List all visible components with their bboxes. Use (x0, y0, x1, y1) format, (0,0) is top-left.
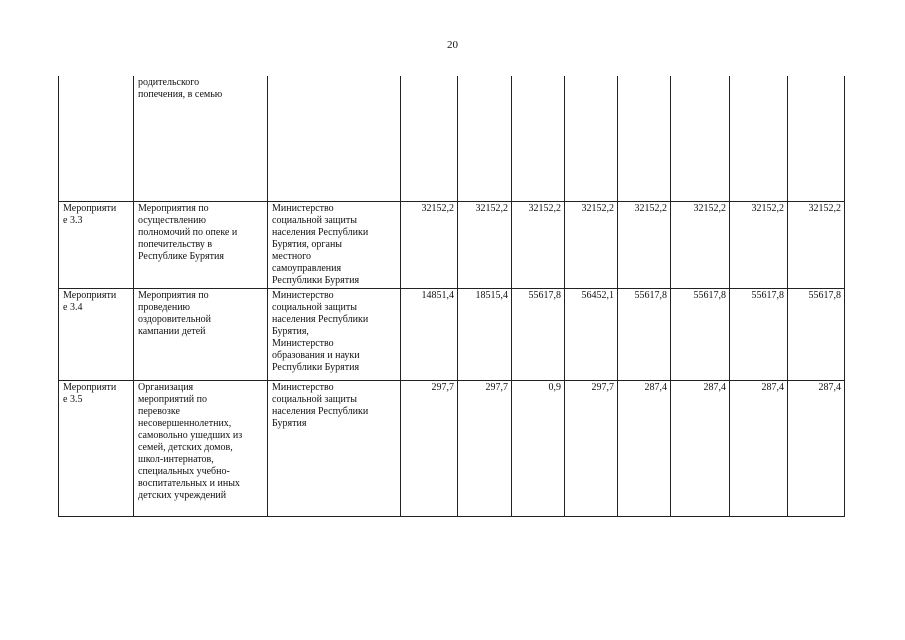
table-row (59, 202, 845, 289)
activity-name-cell-line: попечительству в (138, 239, 213, 250)
table-row (59, 381, 845, 517)
funding-value-cell: 56452,1 (565, 289, 618, 381)
activity-name-cell-line: детских учреждений (138, 490, 227, 501)
program-activities-table (58, 76, 845, 517)
funding-value-cell: 55617,8 (512, 289, 565, 381)
table-row (59, 76, 845, 202)
activity-name-cell-line: Республике Бурятия (138, 251, 224, 262)
funding-value-cell: 0,9 (512, 381, 565, 517)
funding-value-cell (512, 76, 565, 202)
activity-name-cell-line: проведению (138, 302, 191, 313)
activity-name-cell-line: родительского (138, 77, 200, 88)
activity-name-cell-line: Организация (138, 382, 194, 393)
funding-value-cell: 32152,2 (730, 202, 788, 289)
executor-cell (268, 289, 401, 381)
activity-code-cell (59, 381, 134, 517)
activity-code-cell-line: Мероприяти (63, 203, 117, 214)
page-number: 20 (447, 39, 458, 51)
activity-name-cell-line: Мероприятия по (138, 290, 209, 301)
executor-cell (268, 76, 401, 202)
executor-cell-line: Министерство (272, 382, 334, 393)
table-row (59, 289, 845, 381)
funding-value-cell: 55617,8 (671, 289, 730, 381)
activity-name-cell-line: перевозке (138, 406, 180, 417)
executor-cell-line: социальной защиты (272, 302, 357, 313)
activity-code-cell-line: е 3.3 (63, 215, 83, 226)
activity-name-cell-line: школ-интернатов, (138, 454, 214, 465)
funding-value-cell: 32152,2 (458, 202, 512, 289)
activity-code-cell-line: Мероприяти (63, 382, 117, 393)
executor-cell-line: образования и науки (272, 350, 360, 361)
activity-code-cell (59, 202, 134, 289)
executor-cell-line: населения Республики (272, 227, 369, 238)
funding-value-cell (788, 76, 845, 202)
activity-name-cell-line: Мероприятия по (138, 203, 209, 214)
executor-cell-line: населения Республики (272, 314, 369, 325)
activity-name-cell-line: полномочий по опеке и (138, 227, 238, 238)
executor-cell-line: местного (272, 251, 312, 262)
funding-value-cell: 55617,8 (730, 289, 788, 381)
funding-value-cell: 287,4 (671, 381, 730, 517)
funding-value-cell: 32152,2 (565, 202, 618, 289)
funding-value-cell: 297,7 (565, 381, 618, 517)
activity-name-cell-line: кампании детей (138, 326, 206, 337)
executor-cell-line: Министерство (272, 203, 334, 214)
table-body (59, 76, 845, 517)
activity-name-cell-line: специальных учебно- (138, 466, 230, 477)
executor-cell-line: Республики Бурятия (272, 275, 360, 286)
executor-cell-line: Министерство (272, 338, 334, 349)
activity-name-cell (134, 381, 268, 517)
activity-code-cell (59, 76, 134, 202)
executor-cell-line: Республики Бурятия (272, 362, 360, 373)
funding-value-cell: 32152,2 (671, 202, 730, 289)
activity-name-cell (134, 202, 268, 289)
activity-name-cell-line: воспитательных и иных (138, 478, 240, 489)
funding-value-cell (401, 76, 458, 202)
executor-cell-line: социальной защиты (272, 394, 357, 405)
funding-value-cell (730, 76, 788, 202)
funding-value-cell (671, 76, 730, 202)
activity-name-cell (134, 289, 268, 381)
executor-cell (268, 202, 401, 289)
activity-name-cell (134, 76, 268, 202)
funding-value-cell: 55617,8 (618, 289, 671, 381)
activity-name-cell-line: несовершеннолетних, (138, 418, 232, 429)
funding-value-cell: 14851,4 (401, 289, 458, 381)
executor-cell (268, 381, 401, 517)
funding-value-cell (618, 76, 671, 202)
activity-name-cell-line: осуществлению (138, 215, 206, 226)
activity-code-cell-line: Мероприяти (63, 290, 117, 301)
activity-name-cell-line: попечения, в семью (138, 89, 223, 100)
funding-value-cell: 297,7 (458, 381, 512, 517)
funding-value-cell: 287,4 (618, 381, 671, 517)
funding-value-cell: 287,4 (730, 381, 788, 517)
funding-value-cell: 32152,2 (788, 202, 845, 289)
funding-value-cell: 55617,8 (788, 289, 845, 381)
executor-cell-line: Бурятия, (272, 326, 309, 337)
executor-cell-line: Бурятия, органы (272, 239, 343, 250)
activity-name-cell-line: семей, детских домов, (138, 442, 233, 453)
executor-cell-line: социальной защиты (272, 215, 357, 226)
activity-name-cell-line: самовольно ушедших из (138, 430, 243, 441)
funding-value-cell: 32152,2 (618, 202, 671, 289)
funding-value-cell: 18515,4 (458, 289, 512, 381)
activity-name-cell-line: оздоровительной (138, 314, 211, 325)
activity-code-cell (59, 289, 134, 381)
funding-value-cell (565, 76, 618, 202)
funding-value-cell: 32152,2 (401, 202, 458, 289)
funding-value-cell: 287,4 (788, 381, 845, 517)
activity-code-cell-line: е 3.4 (63, 302, 83, 313)
executor-cell-line: самоуправления (272, 263, 342, 274)
executor-cell-line: Министерство (272, 290, 334, 301)
executor-cell-line: населения Республики (272, 406, 369, 417)
funding-value-cell: 32152,2 (512, 202, 565, 289)
funding-value-cell: 297,7 (401, 381, 458, 517)
executor-cell-line: Бурятия (272, 418, 307, 429)
activity-code-cell-line: е 3.5 (63, 394, 83, 405)
funding-value-cell (458, 76, 512, 202)
activity-name-cell-line: мероприятий по (138, 394, 207, 405)
